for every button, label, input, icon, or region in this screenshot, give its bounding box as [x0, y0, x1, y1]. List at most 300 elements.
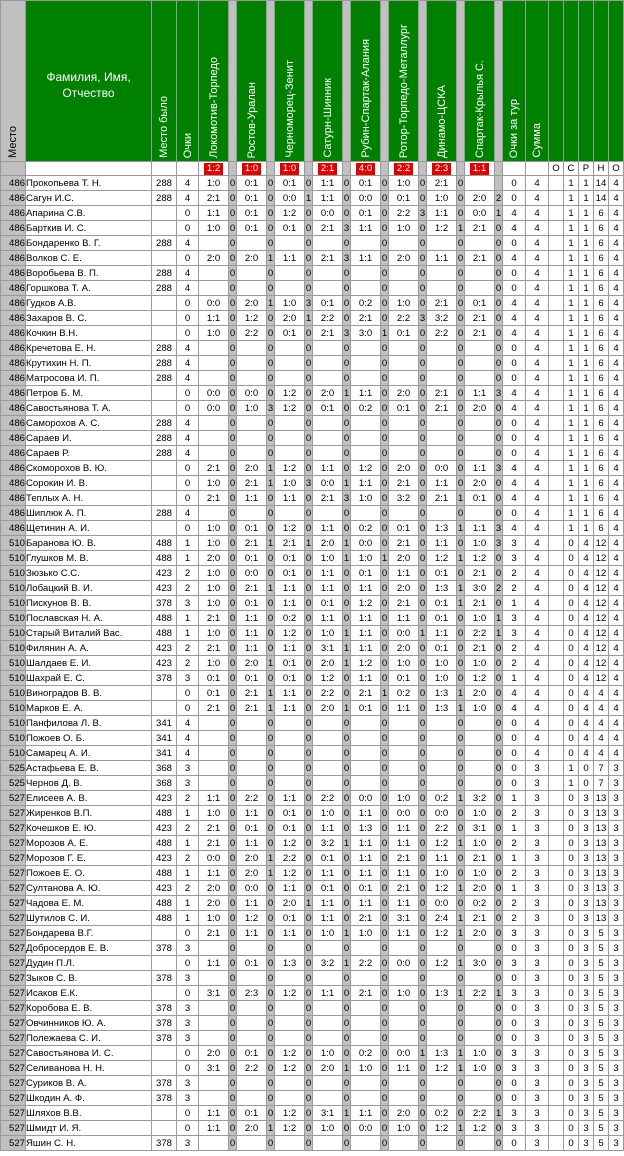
- prediction-cell: 2:2: [427, 821, 457, 836]
- wd-cell: 0: [564, 851, 579, 866]
- prediction-cell: 0:2: [275, 611, 305, 626]
- tour-points-cell: 2: [503, 656, 526, 671]
- match-points-cell: 0: [381, 297, 388, 309]
- tour-points-cell: 0: [503, 1076, 526, 1091]
- name-cell: Захаров В. С.: [26, 311, 152, 326]
- table-row: [1, 281, 624, 296]
- prediction-cell: 2:0: [465, 401, 495, 416]
- prediction-cell: 1:2: [275, 1121, 305, 1136]
- match-points-cell: 1: [457, 837, 464, 849]
- wd-cell: 4: [579, 716, 594, 731]
- points-cell: 4: [177, 431, 199, 446]
- prediction-cell: 2:2: [237, 326, 267, 341]
- prediction-cell: 3:0: [351, 326, 381, 341]
- prev-place-cell: [152, 521, 177, 536]
- match-points-cell: 0: [305, 357, 312, 369]
- prediction-cell: [313, 371, 343, 386]
- match-points-cell: 0: [305, 237, 312, 249]
- prediction-cell: [465, 356, 495, 371]
- wd-cell: 6: [594, 401, 609, 416]
- match-points-cell: 0: [305, 222, 312, 234]
- prediction-cell: 2:1: [351, 986, 381, 1001]
- tour-points-cell: 0: [503, 341, 526, 356]
- match-points-cell: 1: [381, 552, 388, 564]
- match-points-cell: 0: [419, 267, 426, 279]
- tour-points-cell: 4: [503, 296, 526, 311]
- prev-place-cell: 488: [152, 551, 177, 566]
- match-points-cell: 0: [305, 912, 312, 924]
- place-cell: 527: [1, 866, 26, 881]
- tour-points-cell: 2: [503, 581, 526, 596]
- prediction-cell: 2:2: [351, 956, 381, 971]
- match-points-cell: 3: [343, 327, 350, 339]
- prediction-cell: [351, 266, 381, 281]
- wd-cell: 0: [564, 1001, 579, 1016]
- table-row: [1, 236, 624, 251]
- tour-points-header: [503, 1, 526, 162]
- tour-points-cell: 2: [503, 836, 526, 851]
- prediction-cell: [427, 341, 457, 356]
- sum-cell: 4: [526, 371, 549, 386]
- prediction-cell: 1:1: [313, 581, 343, 596]
- match-points-cell: 0: [267, 567, 274, 579]
- place-cell: 527: [1, 821, 26, 836]
- sum-cell: 4: [526, 596, 549, 611]
- actual-result-score: 1:0: [242, 163, 261, 175]
- prediction-cell: 1:0: [313, 1046, 343, 1061]
- subhead-gap-cell: [495, 162, 503, 176]
- prediction-cell: [275, 416, 305, 431]
- prev-place-cell: 488: [152, 611, 177, 626]
- name-cell: Елисеев А. В.: [26, 791, 152, 806]
- name-cell: Апарина С.В.: [26, 206, 152, 221]
- match-points-cell: 0: [305, 657, 312, 669]
- table-row: [1, 401, 624, 416]
- tour-points-cell: 3: [503, 551, 526, 566]
- match-points-cell: 0: [229, 432, 236, 444]
- name-cell: Овчинников Ю. А.: [26, 1016, 152, 1031]
- match-points-cell: 0: [229, 1122, 236, 1134]
- prediction-cell: 2:1: [199, 836, 229, 851]
- match-points-cell: 0: [419, 432, 426, 444]
- name-cell: Воробьева В. П.: [26, 266, 152, 281]
- place-cell: 486: [1, 236, 26, 251]
- wd-cell: 0: [564, 731, 579, 746]
- place-cell: 486: [1, 461, 26, 476]
- place-cell: 486: [1, 311, 26, 326]
- place-cell: 510: [1, 581, 26, 596]
- prediction-cell: 1:1: [199, 956, 229, 971]
- place-cell: 527: [1, 1031, 26, 1046]
- prediction-cell: [275, 371, 305, 386]
- name-cell: Гудков А.В.: [26, 296, 152, 311]
- prediction-cell: 1:2: [275, 836, 305, 851]
- place-cell: 510: [1, 566, 26, 581]
- table-row: [1, 536, 624, 551]
- sum-cell: 4: [526, 746, 549, 761]
- match-points-cell: 0: [343, 1017, 350, 1029]
- wd-cell: 12: [594, 551, 609, 566]
- wd-cell: 4: [609, 641, 624, 656]
- prediction-cell: [465, 506, 495, 521]
- wd-blank-cell: [549, 971, 564, 986]
- sum-cell: 4: [526, 236, 549, 251]
- wd-cell: 12: [594, 581, 609, 596]
- match-points-cell: 0: [495, 717, 502, 729]
- sum-header: [526, 1, 549, 162]
- match-points-cell: 0: [267, 1002, 274, 1014]
- wd-blank-cell: [549, 221, 564, 236]
- subhead-gap-cell: [229, 162, 237, 176]
- prediction-cell: 1:0: [465, 1046, 495, 1061]
- match-points-cell: 0: [305, 852, 312, 864]
- match-points-cell: 0: [229, 957, 236, 969]
- wd-cell: 0: [564, 971, 579, 986]
- prev-place-cell: [152, 476, 177, 491]
- prediction-cell: 1:0: [199, 566, 229, 581]
- match-points-cell: 0: [305, 507, 312, 519]
- actual-result-score: 2:2: [394, 163, 413, 175]
- sum-cell: 3: [526, 956, 549, 971]
- prediction-cell: 0:1: [351, 176, 381, 191]
- match-points-cell: 0: [419, 777, 426, 789]
- match-points-cell: 0: [419, 897, 426, 909]
- wd-cell: 3: [609, 791, 624, 806]
- actual-result-cell: [389, 162, 419, 176]
- prediction-cell: 2:1: [199, 926, 229, 941]
- prediction-cell: 0:2: [351, 401, 381, 416]
- match-points-cell: 0: [267, 237, 274, 249]
- wd-cell: 4: [609, 176, 624, 191]
- wd-blank-cell: [549, 1001, 564, 1016]
- match-points-cell: 0: [229, 852, 236, 864]
- prediction-cell: 1:2: [275, 521, 305, 536]
- prev-place-cell: 488: [152, 911, 177, 926]
- prediction-cell: 0:0: [199, 296, 229, 311]
- match-points-cell: 0: [495, 822, 502, 834]
- match-points-cell: 0: [457, 1017, 464, 1029]
- prediction-cell: 0:1: [237, 956, 267, 971]
- prediction-cell: 1:2: [427, 881, 457, 896]
- table-row: [1, 1091, 624, 1106]
- points-cell: 0: [177, 686, 199, 701]
- place-cell: 486: [1, 491, 26, 506]
- prediction-cell: 1:0: [389, 176, 419, 191]
- prediction-cell: [351, 1076, 381, 1091]
- name-cell: Султанова А. Ю.: [26, 881, 152, 896]
- match-points-cell: 0: [381, 882, 388, 894]
- prediction-cell: [351, 1016, 381, 1031]
- wd-blank-cell: [549, 191, 564, 206]
- match-points-cell: 0: [457, 717, 464, 729]
- prediction-cell: 1:1: [275, 251, 305, 266]
- prediction-cell: 1:1: [351, 221, 381, 236]
- prediction-cell: 2:1: [237, 536, 267, 551]
- name-cell: Зюзько С.С.: [26, 566, 152, 581]
- prediction-cell: [465, 431, 495, 446]
- sum-cell: 4: [526, 641, 549, 656]
- prediction-cell: [199, 1031, 229, 1046]
- wd-blank-cell: [549, 731, 564, 746]
- sum-cell: 3: [526, 986, 549, 1001]
- prediction-cell: [351, 506, 381, 521]
- tour-points-cell: 3: [503, 1106, 526, 1121]
- prediction-cell: [199, 236, 229, 251]
- table-row: [1, 1001, 624, 1016]
- match-points-cell: 0: [305, 1062, 312, 1074]
- prev-place-cell: 378: [152, 671, 177, 686]
- sum-cell: 3: [526, 776, 549, 791]
- match-points-cell: 1: [343, 1107, 350, 1119]
- prev-place-cell: 378: [152, 1136, 177, 1151]
- wd-cell: 4: [609, 236, 624, 251]
- points-cell: 1: [177, 866, 199, 881]
- match-points-cell: 0: [495, 417, 502, 429]
- match-points-cell: 0: [343, 1077, 350, 1089]
- prediction-cell: 1:0: [199, 806, 229, 821]
- wd-blank-cell: [549, 716, 564, 731]
- prev-place-cell: 288: [152, 416, 177, 431]
- prediction-cell: 1:1: [313, 521, 343, 536]
- prediction-cell: [389, 281, 419, 296]
- points-cell: 2: [177, 821, 199, 836]
- sum-cell: 4: [526, 221, 549, 236]
- wd-cell: 4: [609, 461, 624, 476]
- match-points-cell: 0: [305, 552, 312, 564]
- prediction-cell: 1:0: [389, 656, 419, 671]
- subhead-gap-cell: [419, 162, 427, 176]
- match-points-cell: 3: [495, 387, 502, 399]
- match-points-cell: 0: [381, 1107, 388, 1119]
- prediction-cell: 2:1: [237, 701, 267, 716]
- match-header-label: Рубин-Спартак-Алания: [359, 39, 372, 158]
- match-points-cell: 0: [495, 927, 502, 939]
- points-cell: 1: [177, 836, 199, 851]
- prediction-cell: 2:1: [427, 491, 457, 506]
- prediction-cell: 1:1: [275, 881, 305, 896]
- prediction-cell: [427, 356, 457, 371]
- wd-cell: 5: [594, 1106, 609, 1121]
- wd-cell: 3: [579, 911, 594, 926]
- sum-cell: 4: [526, 476, 549, 491]
- prediction-cell: [275, 236, 305, 251]
- place-cell: 527: [1, 851, 26, 866]
- match-points-cell: 0: [381, 1122, 388, 1134]
- wd-cell: 5: [594, 941, 609, 956]
- prev-place-cell: 378: [152, 1031, 177, 1046]
- name-cell: Шкодин А. Ф.: [26, 1091, 152, 1106]
- match-points-cell: 0: [457, 1077, 464, 1089]
- prediction-cell: 1:0: [199, 521, 229, 536]
- match-points-cell: 0: [381, 1077, 388, 1089]
- sum-cell: 4: [526, 551, 549, 566]
- points-cell: 4: [177, 266, 199, 281]
- table-row: [1, 761, 624, 776]
- sum-cell: 4: [526, 491, 549, 506]
- wd-cell: 6: [594, 206, 609, 221]
- match-points-cell: 0: [305, 282, 312, 294]
- prev-place-cell: 288: [152, 446, 177, 461]
- match-points-cell: 0: [419, 447, 426, 459]
- tour-points-cell: 1: [503, 851, 526, 866]
- match-points-cell: 0: [419, 567, 426, 579]
- prediction-cell: [313, 356, 343, 371]
- place-cell: 510: [1, 671, 26, 686]
- match-points-cell: 0: [229, 582, 236, 594]
- match-points-cell: 0: [419, 1017, 426, 1029]
- name-cell: Глушков М. В.: [26, 551, 152, 566]
- tour-points-cell: 3: [503, 956, 526, 971]
- table-row: [1, 521, 624, 536]
- match-points-cell: 0: [267, 267, 274, 279]
- prediction-cell: 0:0: [465, 206, 495, 221]
- wd-cell: 6: [594, 461, 609, 476]
- match-points-cell: 0: [419, 582, 426, 594]
- wd-cell: 4: [609, 281, 624, 296]
- table-row: [1, 881, 624, 896]
- prediction-cell: 0:1: [313, 296, 343, 311]
- match-points-cell: 0: [495, 567, 502, 579]
- match-points-cell: 0: [495, 867, 502, 879]
- table-row: [1, 476, 624, 491]
- gap-header: [381, 1, 389, 162]
- name-cell: Дудин П.Л.: [26, 956, 152, 971]
- prediction-cell: 1:0: [427, 656, 457, 671]
- wd-cell: 1: [579, 266, 594, 281]
- actual-result-score: 1:1: [470, 163, 489, 175]
- prediction-cell: 2:2: [237, 791, 267, 806]
- prediction-cell: 1:2: [313, 671, 343, 686]
- match-points-cell: 0: [495, 972, 502, 984]
- match-points-cell: 0: [457, 312, 464, 324]
- match-points-cell: 0: [305, 327, 312, 339]
- match-points-cell: 0: [419, 237, 426, 249]
- table-row: [1, 506, 624, 521]
- prediction-cell: 1:1: [313, 611, 343, 626]
- table-row: [1, 641, 624, 656]
- match-points-cell: 0: [229, 447, 236, 459]
- prediction-cell: [465, 371, 495, 386]
- tour-points-cell: 4: [503, 521, 526, 536]
- match-points-cell: 0: [229, 177, 236, 189]
- prediction-cell: [275, 506, 305, 521]
- prediction-cell: 1:1: [427, 476, 457, 491]
- prediction-cell: 0:1: [427, 566, 457, 581]
- prev-place-cell: [152, 326, 177, 341]
- prediction-cell: [465, 1001, 495, 1016]
- match-points-cell: 0: [229, 402, 236, 414]
- prediction-cell: 0:1: [351, 566, 381, 581]
- wd-cell: 7: [594, 776, 609, 791]
- match-points-cell: 0: [457, 747, 464, 759]
- points-cell: 1: [177, 551, 199, 566]
- match-points-cell: 0: [419, 1002, 426, 1014]
- match-points-cell: 0: [457, 762, 464, 774]
- match-points-cell: 1: [343, 537, 350, 549]
- tour-points-cell: 0: [503, 281, 526, 296]
- name-cell: Жиренков В.П.: [26, 806, 152, 821]
- prediction-cell: 1:2: [351, 596, 381, 611]
- match-points-cell: 0: [343, 207, 350, 219]
- name-cell: Скоморохов В. Ю.: [26, 461, 152, 476]
- prediction-cell: [351, 431, 381, 446]
- prediction-cell: 1:1: [427, 251, 457, 266]
- match-points-cell: 0: [381, 627, 388, 639]
- prediction-cell: [427, 761, 457, 776]
- wd-cell: 12: [594, 566, 609, 581]
- name-cell: Крутихин Н. П.: [26, 356, 152, 371]
- match-points-cell: 0: [267, 942, 274, 954]
- prediction-cell: 1:1: [389, 896, 419, 911]
- prediction-cell: [389, 761, 419, 776]
- wd-cell: 5: [594, 971, 609, 986]
- match-points-cell: 0: [495, 837, 502, 849]
- match-points-cell: 0: [381, 972, 388, 984]
- table-row: [1, 206, 624, 221]
- prediction-cell: 2:1: [275, 536, 305, 551]
- prediction-cell: 1:2: [465, 551, 495, 566]
- points-cell: 0: [177, 311, 199, 326]
- match-points-cell: 0: [381, 282, 388, 294]
- prediction-cell: 1:1: [237, 836, 267, 851]
- table-row: [1, 1031, 624, 1046]
- match-points-cell: 1: [343, 837, 350, 849]
- gap-header: [457, 1, 465, 162]
- prediction-cell: 1:2: [275, 386, 305, 401]
- place-cell: 510: [1, 656, 26, 671]
- match-points-cell: 0: [267, 312, 274, 324]
- match-points-cell: 0: [381, 672, 388, 684]
- prediction-cell: [389, 1031, 419, 1046]
- wd-cell: 0: [564, 566, 579, 581]
- match-points-cell: 0: [229, 342, 236, 354]
- prediction-cell: 0:1: [237, 521, 267, 536]
- table-row: [1, 656, 624, 671]
- prediction-cell: [313, 416, 343, 431]
- match-points-cell: 0: [419, 1092, 426, 1104]
- prediction-cell: 0:0: [351, 536, 381, 551]
- wd-cell: 6: [594, 371, 609, 386]
- sum-cell: 3: [526, 791, 549, 806]
- prediction-cell: 1:0: [313, 926, 343, 941]
- prediction-cell: [275, 1016, 305, 1031]
- wd-blank-cell: [549, 386, 564, 401]
- match-points-cell: 0: [305, 1002, 312, 1014]
- match-points-cell: 1: [457, 987, 464, 999]
- wd-cell: 3: [579, 1031, 594, 1046]
- prediction-cell: 2:1: [237, 581, 267, 596]
- match-points-cell: 0: [343, 822, 350, 834]
- points-cell: 3: [177, 1076, 199, 1091]
- match-points-cell: 3: [305, 477, 312, 489]
- wd-cell: 1: [564, 296, 579, 311]
- place-cell: 525: [1, 761, 26, 776]
- tour-points-cell: 3: [503, 1046, 526, 1061]
- table-row: [1, 866, 624, 881]
- prediction-cell: [465, 176, 495, 191]
- match-points-cell: 0: [419, 387, 426, 399]
- prediction-cell: [237, 716, 267, 731]
- place-header-label: Место: [7, 126, 19, 158]
- prev-place-cell: 488: [152, 896, 177, 911]
- match-points-cell: 0: [305, 627, 312, 639]
- wd-cell: 4: [609, 701, 624, 716]
- match-points-cell: 0: [381, 372, 388, 384]
- wd-header-letter: С: [564, 162, 579, 176]
- match-points-cell: 0: [381, 942, 388, 954]
- match-points-cell: 0: [343, 462, 350, 474]
- prediction-cell: 1:2: [275, 1046, 305, 1061]
